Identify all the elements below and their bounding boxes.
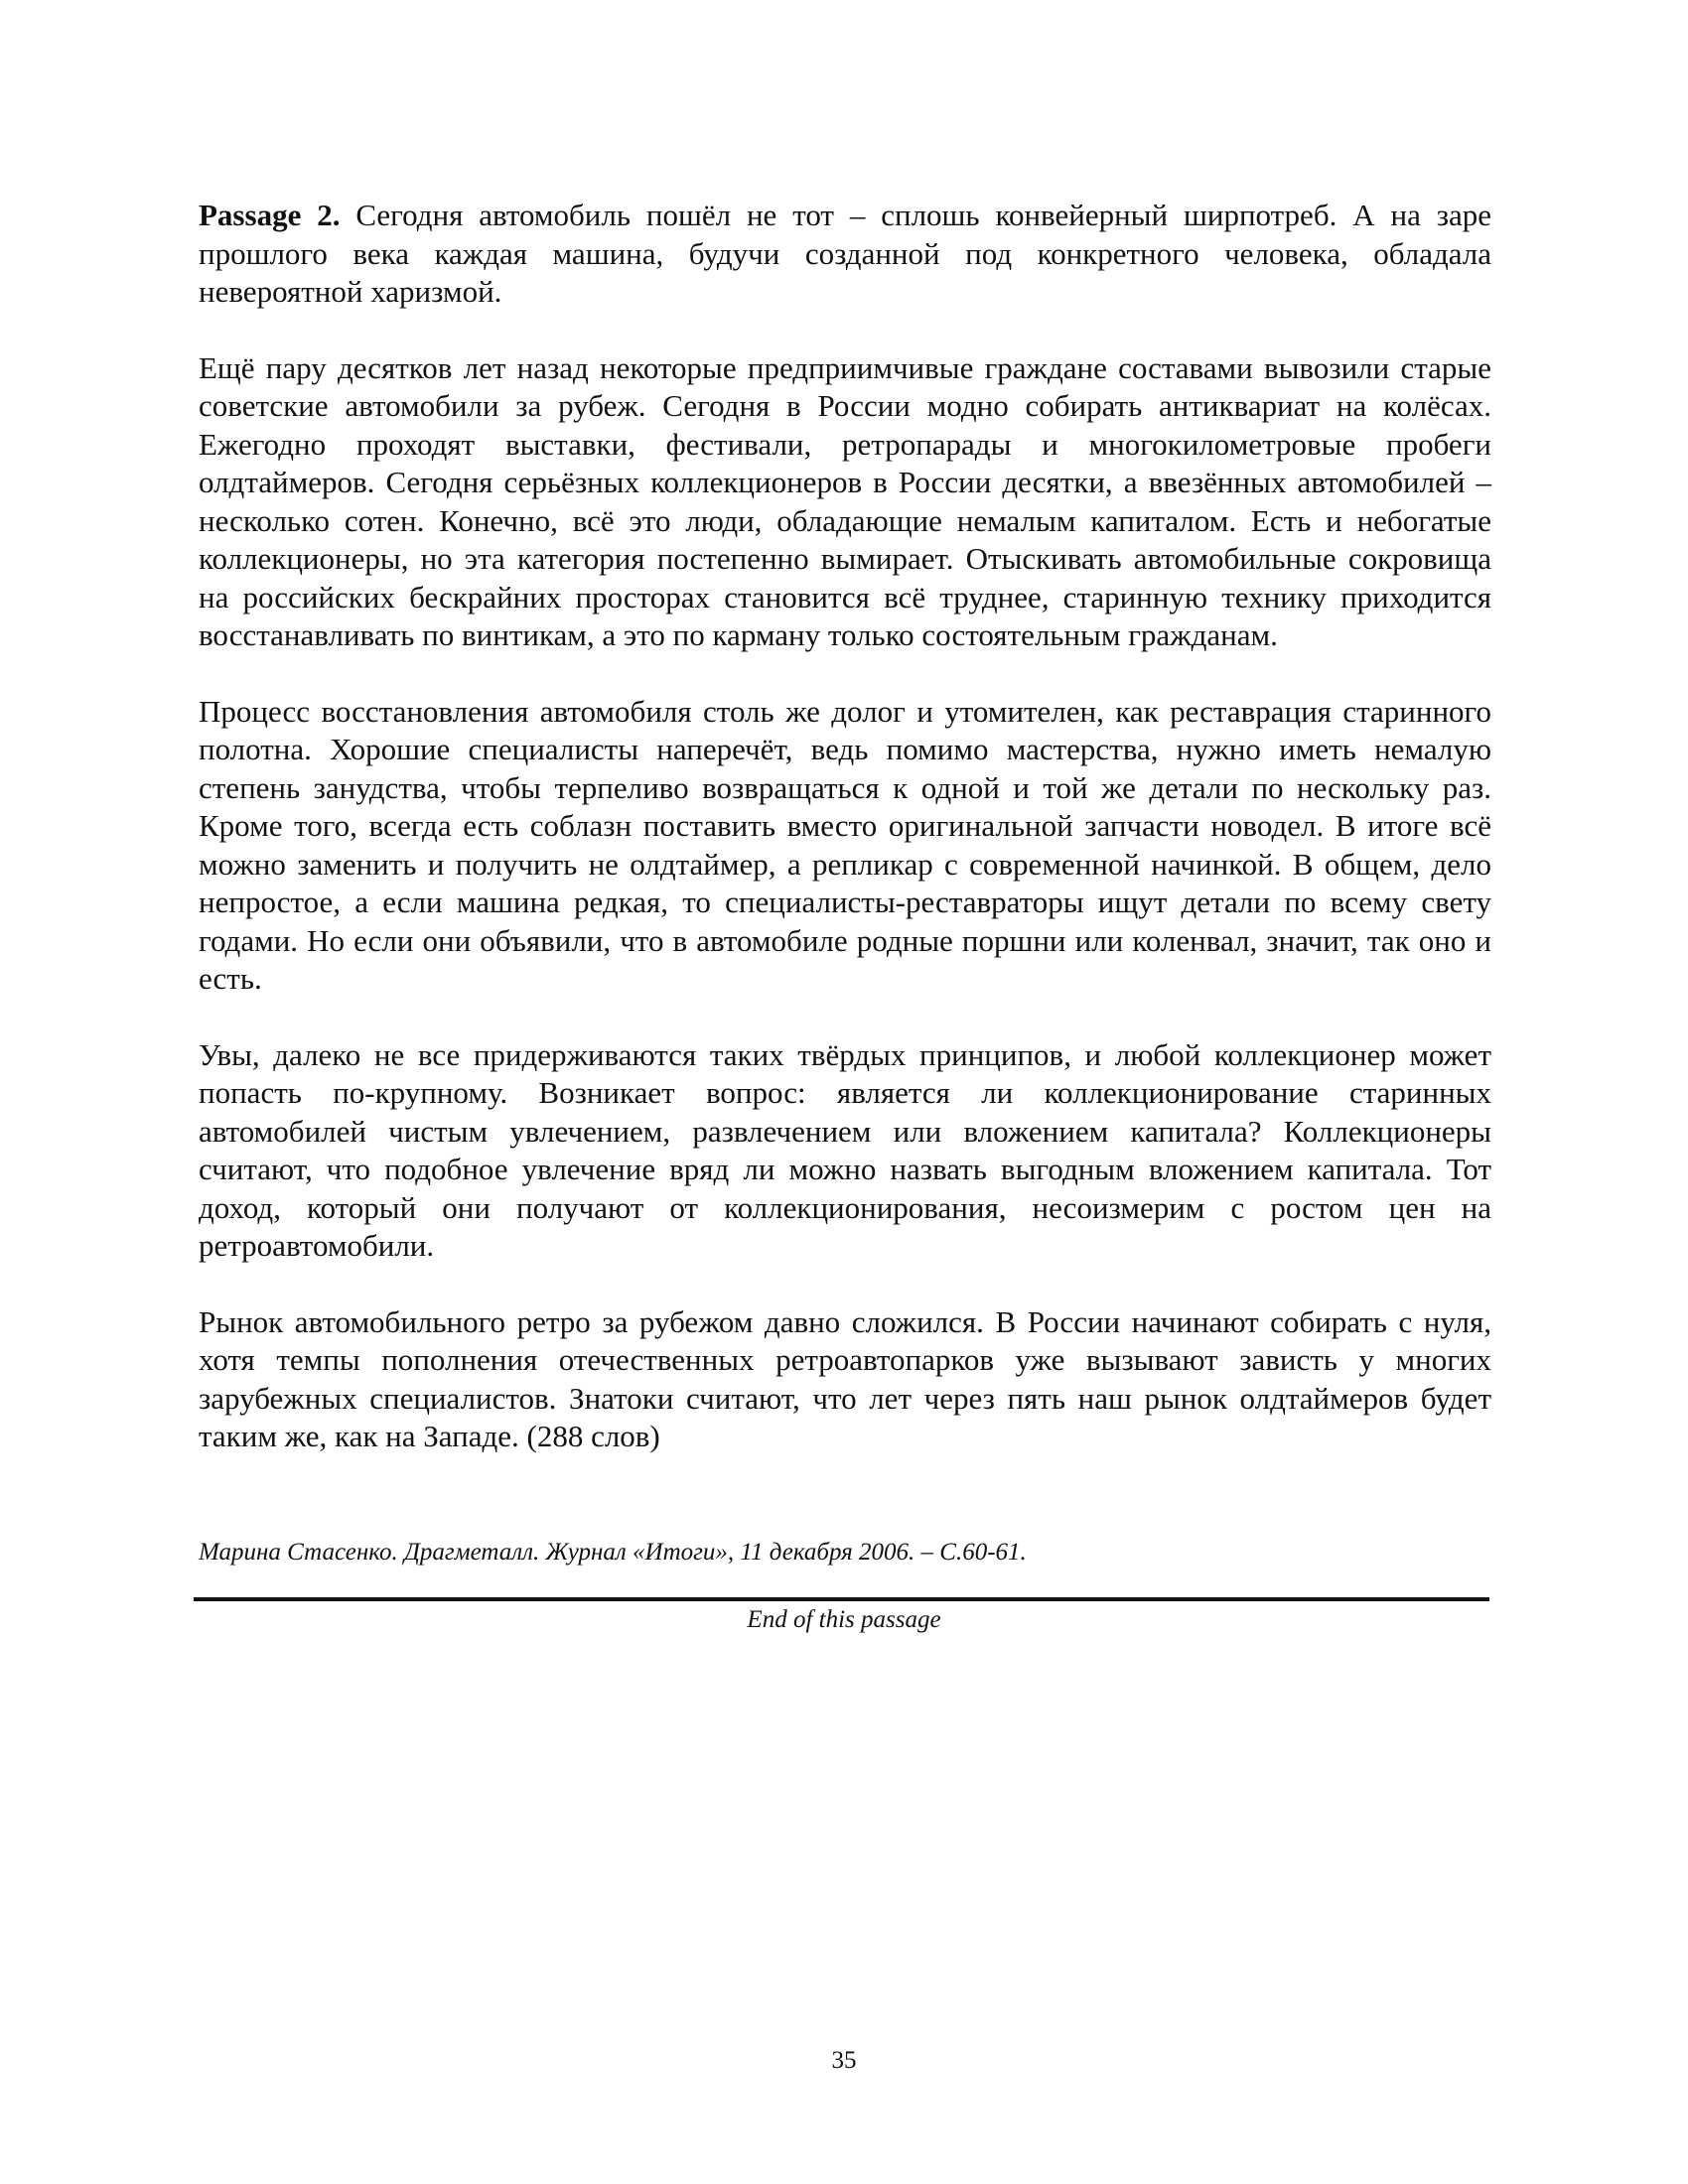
passage-intro-paragraph (199, 197, 1491, 312)
section-divider (194, 1597, 1489, 1601)
passage-body (199, 197, 1491, 1494)
page-number: 35 (831, 2047, 857, 2074)
passage-label: Passage 2. (199, 198, 341, 232)
passage-intro-text: Сегодня автомобиль пошёл не тот – сплошь конвейерный ширпотреб. А на заре прошлого века каждая машина, будучи созданной под конкретного человека, обладала невероятной харизмой. (199, 198, 1491, 309)
paragraph-market: Рынок автомобильного ретро за рубежом давно сложился. В России начинают собирать с нуля, хотя темпы пополнения отечественных ретроавтопарков уже вызывают зависть у многих зарубежных специалистов. Знатоки считают, что лет через пять наш рынок олдтаймеров будет таким же, как на Западе. (288 слов) (199, 1303, 1491, 1453)
source-citation: Марина Стасенко. Драгметалл. Журнал «Итоги», 11 декабря 2006. – С.60-61. (199, 1539, 1027, 1566)
paragraph-investment: Увы, далеко не все придерживаются таких твёрдых принципов, и любой коллекционер может попасть по-крупному. Возникает вопрос: является ли коллекционирование старинных автомобилей чистым увлечением, развлечением или вложением капитала? Коллекционеры считают, что подобное увлечение вряд ли можно назвать выгодным вложением капитала. Тот доход, который они получают от коллекционирования, несоизмерим с ростом цен на ретроавтомобили. (199, 1036, 1491, 1263)
paragraph-collectors: Ещё пару десятков лет назад некоторые предприимчивые граждане составами вывозили старые советские автомобили за рубеж. Сегодня в России модно собирать антиквариат на колёсах. Ежегодно проходят выставки, фестивали, ретропарады и многокилометровые пробеги олдтаймеров. Сегодня серьёзных коллекционеров в России десятки, а ввезённых автомобилей – несколько сотен. Конечно, всё это люди, обладающие немалым капиталом. Есть и небогатые коллекционеры, но эта категория постепенно вымирает. Отыскивать автомобильные сокровища на российских бескрайних просторах становится всё труднее, старинную технику приходится восстанавливать по винтикам, а это по карману только состоятельным гражданам. (199, 349, 1491, 652)
paragraph-restoration: Процесс восстановления автомобиля столь же долог и утомителен, как реставрация старинного полотна. Хорошие специалисты наперечёт, ведь помимо мастерства, нужно иметь немалую степень занудства, чтобы терпеливо возвращаться к одной и той же детали по нескольку раз. Кроме того, всегда есть соблазн поставить вместо оригинальной запчасти новодел. В итоге всё можно заменить и получить не олдтаймер, а репликар с современной начинкой. В общем, дело непростое, а если машина редкая, то специалисты-реставраторы ищут детали по всему свету годами. Но если они объявили, что в автомобиле родные поршни или коленвал, значит, так оно и есть. (199, 693, 1491, 996)
end-of-passage-note: End of this passage (747, 1606, 941, 1633)
